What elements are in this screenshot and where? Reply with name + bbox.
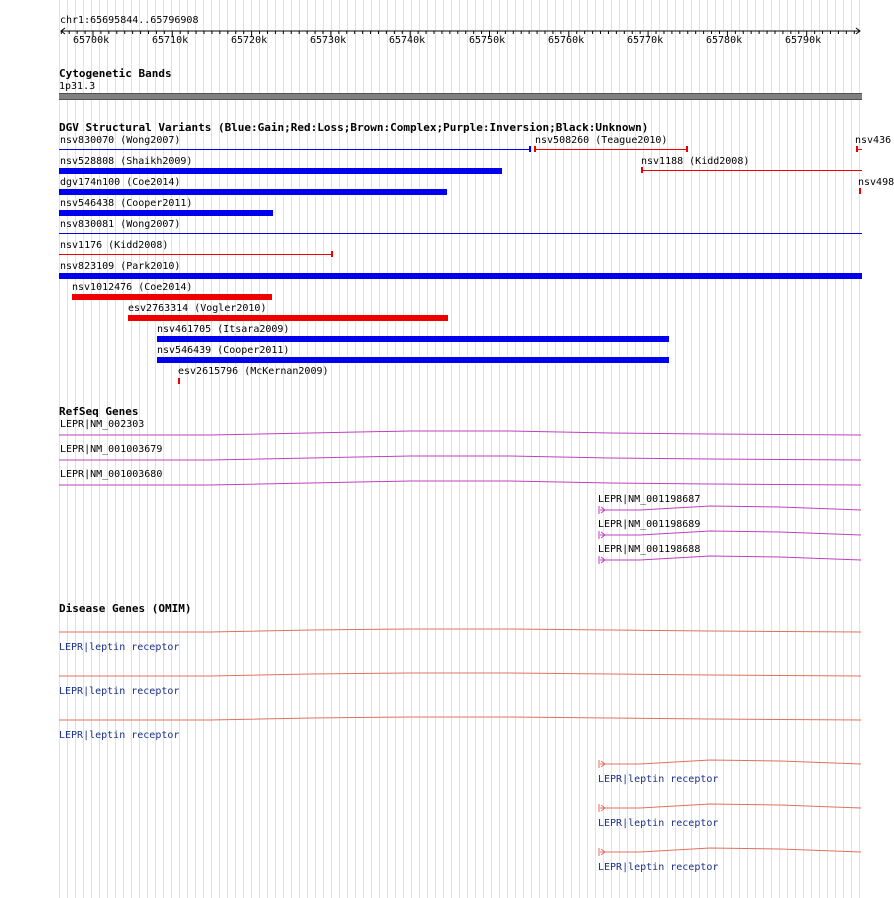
- variant-label: nsv461705 (Itsara2009): [157, 324, 290, 335]
- omim-gene-label[interactable]: LEPR|leptin receptor: [598, 818, 719, 829]
- variant-label: nsv1188 (Kidd2008): [641, 156, 750, 167]
- ruler-tick-label: 65780k: [706, 35, 743, 46]
- variant-label: nsv528808 (Shaikh2009): [60, 156, 193, 167]
- ruler-tick-label: 65730k: [310, 35, 347, 46]
- ruler-tick-label: 65700k: [73, 35, 110, 46]
- gene-label: LEPR|NM_001198688: [598, 544, 701, 555]
- omim-gene-label[interactable]: LEPR|leptin receptor: [598, 774, 719, 785]
- omim-gene-label[interactable]: LEPR|leptin receptor: [598, 862, 719, 873]
- variant-label: nsv1176 (Kidd2008): [60, 240, 169, 251]
- gene-model-line: [59, 431, 861, 435]
- gene-model-line: [59, 481, 861, 485]
- omim-model-line: [59, 629, 861, 632]
- variant-label: nsv830070 (Wong2007): [60, 135, 181, 146]
- coordinate-label: chr1:65695844..65796908: [60, 15, 199, 26]
- gene-label: LEPR|NM_001003680: [60, 469, 163, 480]
- ruler-tick-label: 65770k: [627, 35, 664, 46]
- gene-model-line: [600, 531, 861, 535]
- gene-model-line: [59, 456, 861, 460]
- ruler-tick-label: 65720k: [231, 35, 268, 46]
- variant-label: nsv546439 (Cooper2011): [157, 345, 290, 356]
- variant-label: nsv498: [858, 177, 894, 188]
- omim-model-line: [59, 673, 861, 676]
- omim-model-line: [600, 760, 861, 764]
- variant-label: nsv546438 (Cooper2011): [60, 198, 193, 209]
- omim-track-title: Disease Genes (OMIM): [59, 602, 192, 615]
- ruler-tick-label: 65760k: [548, 35, 585, 46]
- variant-label: nsv830081 (Wong2007): [60, 219, 181, 230]
- ruler-tick-label: 65740k: [389, 35, 426, 46]
- omim-model-line: [600, 804, 861, 808]
- omim-model-line: [600, 848, 861, 852]
- omim-model-line: [59, 717, 861, 720]
- variant-label: esv2763314 (Vogler2010): [128, 303, 267, 314]
- variant-label: nsv823109 (Park2010): [60, 261, 181, 272]
- gene-label: LEPR|NM_001003679: [60, 444, 163, 455]
- gene-label: LEPR|NM_001198687: [598, 494, 701, 505]
- variant-label: nsv1012476 (Coe2014): [72, 282, 193, 293]
- refseq-track-title: RefSeq Genes: [59, 405, 139, 418]
- omim-gene-label[interactable]: LEPR|leptin receptor: [59, 642, 180, 653]
- variant-label: nsv508260 (Teague2010): [535, 135, 668, 146]
- omim-gene-label[interactable]: LEPR|leptin receptor: [59, 730, 180, 741]
- dgv-track-title: DGV Structural Variants (Blue:Gain;Red:Loss;Brown:Complex;Purple:Inversion;Black:Unknown): [59, 121, 649, 134]
- cytoband-label: 1p31.3: [59, 81, 96, 92]
- ruler-tick-label: 65790k: [785, 35, 822, 46]
- gene-label: LEPR|NM_002303: [60, 419, 145, 430]
- ruler-tick-label: 65750k: [469, 35, 506, 46]
- cytoband-track-title: Cytogenetic Bands: [59, 67, 172, 80]
- ruler-tick-label: 65710k: [152, 35, 189, 46]
- gene-label: LEPR|NM_001198689: [598, 519, 701, 530]
- gene-model-line: [600, 506, 861, 510]
- variant-label: nsv436: [855, 135, 892, 146]
- gene-model-line: [600, 556, 861, 560]
- variant-label: dgv174n100 (Coe2014): [60, 177, 181, 188]
- omim-gene-label[interactable]: LEPR|leptin receptor: [59, 686, 180, 697]
- variant-label: esv2615796 (McKernan2009): [178, 366, 329, 377]
